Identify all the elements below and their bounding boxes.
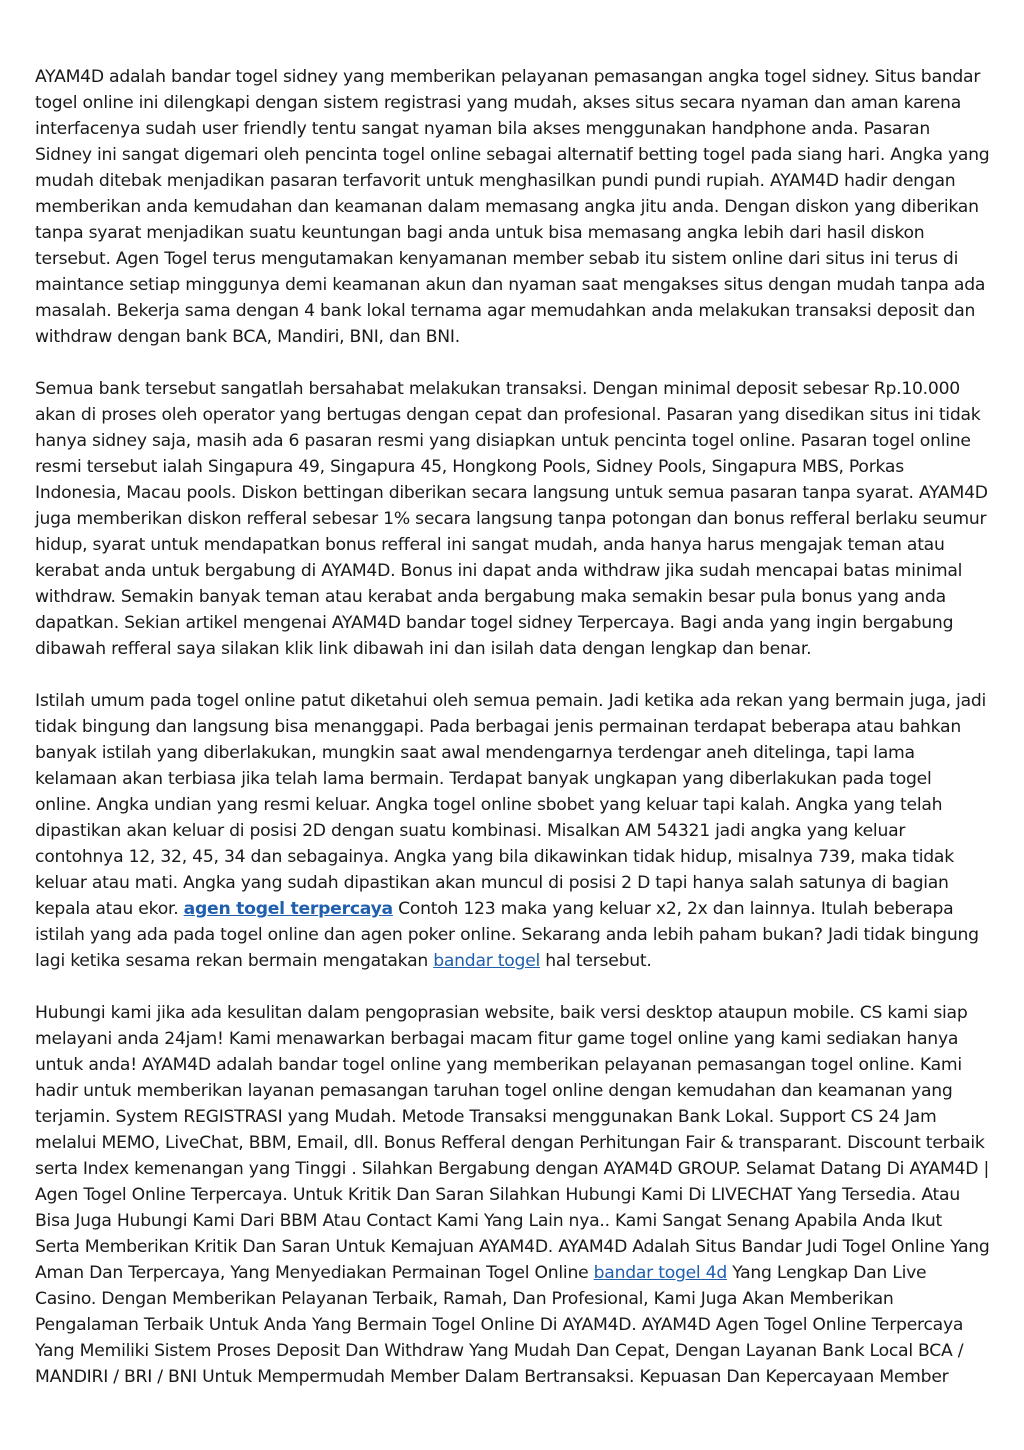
paragraph-1-text: AYAM4D adalah bandar togel sidney yang memberikan pelayanan pemasangan angka togel sidney. Situs bandar togel online ini dilengkapi dengan sistem registrasi yang mudah, akses situs secara nyaman dan aman karena interfacenya sudah user friendly tentu sangat nyaman bila akses menggunakan handphone anda. Pasaran Sidney ini sangat digemari oleh pencinta togel online sebagai alternatif betting togel pada siang hari. Angka yang mudah ditebak menjadikan pasaran terfavorit untuk menghasilkan pundi pundi rupiah. AYAM4D hadir dengan memberikan anda kemudahan dan keamanan dalam memasang angka jitu anda. Dengan diskon yang diberikan tanpa syarat menjadikan suatu keuntungan bagi anda untuk bisa memasang angka lebih dari hasil diskon tersebut. Agen Togel terus mengutamakan kenyamanan member sebab itu sistem online dari situs ini terus di maintance setiap minggunya demi keamanan akun dan nyaman saat mengakses situs dengan mudah tanpa ada masalah. Bekerja sama dengan 4 bank lokal ternama agar memudahkan anda melakukan transaksi deposit dan withdraw dengan bank BCA, Mandiri, BNI, dan BNI. [35,67,990,347]
paragraph-4 [35,1000,990,1390]
paragraph-3-text-middle: Contoh 123 maka yang keluar x2, 2x dan lainnya. Itulah beberapa istilah yang ada pada togel online dan agen poker online. Sekarang anda lebih paham bukan? Jadi tidak bingung lagi ketika sesama rekan bermain mengatakan [35,899,979,971]
paragraph-2 [35,376,990,662]
paragraph-3-text-end: hal tersebut. [540,951,652,971]
paragraph-3-text-start: Istilah umum pada togel online patut diketahui oleh semua pemain. Jadi ketika ada rekan yang bermain juga, jadi tidak bingung dan langsung bisa menanggapi. Pada berbagai jenis permainan terdapat beberapa atau bahkan banyak istilah yang diberlakukan, mungkin saat awal mendengarnya terdengar aneh ditelinga, tapi lama kelamaan akan terbiasa jika telah lama bermain. Terdapat banyak ungkapan yang diberlakukan pada togel online. Angka undian yang resmi keluar. Angka togel online sbobet yang keluar tapi kalah. Angka yang telah dipastikan akan keluar di posisi 2D dengan suatu kombinasi. Misalkan AM 54321 jadi angka yang keluar contohnya 12, 32, 45, 34 dan sebagainya. Angka yang bila dikawinkan tidak hidup, misalnya 739, maka tidak keluar atau mati. Angka yang sudah dipastikan akan muncul di posisi 2 D tapi hanya salah satunya di bagian kepala atau ekor. [35,691,987,919]
bandar-togel-link[interactable]: bandar togel [433,951,541,971]
paragraph-4-text-start: Hubungi kami jika ada kesulitan dalam pengoprasian website, baik versi desktop ataupun mobile. CS kami siap melayani anda 24jam! Kami menawarkan berbagai macam fitur game togel online yang kami sediakan hanya untuk anda! AYAM4D adalah bandar togel online yang memberikan pelayanan pemasangan togel online. Kami hadir untuk memberikan layanan pemasangan taruhan togel online dengan kemudahan dan keamanan yang terjamin. System REGISTRASI yang Mudah. Metode Transaksi menggunakan Bank Lokal. Support CS 24 Jam melalui MEMO, LiveChat, BBM, Email, dll. Bonus Refferal dengan Perhitungan Fair & transparant. Discount terbaik serta Index kemenangan yang Tinggi . Silahkan Bergabung dengan AYAM4D GROUP. Selamat Datang Di AYAM4D | Agen Togel Online Terpercaya. Untuk Kritik Dan Saran Silahkan Hubungi Kami Di LIVECHAT Yang Tersedia. Atau Bisa Juga Hubungi Kami Dari BBM Atau Contact Kami Yang Lain nya.. Kami Sangat Senang Apabila Anda Ikut Serta Memberikan Kritik Dan Saran Untuk Kemajuan AYAM4D. AYAM4D Adalah Situs Bandar Judi Togel Online Yang Aman Dan Terpercaya, Yang Menyediakan Permainan Togel Online [35,1003,990,1283]
paragraph-1 [35,64,990,350]
paragraph-2-text: Semua bank tersebut sangatlah bersahabat melakukan transaksi. Dengan minimal deposit sebesar Rp.10.000 akan di proses oleh operator yang bertugas dengan cepat dan profesional. Pasaran yang disedikan situs ini tidak hanya sidney saja, masih ada 6 pasaran resmi yang disiapkan untuk pencinta togel online. Pasaran togel online resmi tersebut ialah Singapura 49, Singapura 45, Hongkong Pools, Sidney Pools, Singapura MBS, Porkas Indonesia, Macau pools. Diskon bettingan diberikan secara langsung untuk semua pasaran tanpa syarat. AYAM4D juga memberikan diskon refferal sebesar 1% secara langsung tanpa potongan dan bonus refferal berlaku seumur hidup, syarat untuk mendapatkan bonus refferal ini sangat mudah, anda hanya harus mengajak teman atau kerabat anda untuk bergabung di AYAM4D. Bonus ini dapat anda withdraw jika sudah mencapai batas minimal withdraw. Semakin banyak teman atau kerabat anda bergabung maka semakin besar pula bonus yang anda dapatkan. Sekian artikel mengenai AYAM4D bandar togel sidney Terpercaya. Bagi anda yang ingin bergabung dibawah refferal saya silakan klik link dibawah ini dan isilah data dengan lengkap dan benar. [35,379,988,659]
paragraph-3 [35,688,990,974]
agen-togel-terpercaya-link[interactable]: agen togel terpercaya [183,899,393,919]
document-body [35,64,990,1390]
paragraph-4-text-end: Yang Lengkap Dan Live Casino. Dengan Memberikan Pelayanan Terbaik, Ramah, Dan Profesional, Kami Juga Akan Memberikan Pengalaman Terbaik Untuk Anda Yang Bermain Togel Online Di AYAM4D. AYAM4D Agen Togel Online Terpercaya Yang Memiliki Sistem Proses Deposit Dan Withdraw Yang Mudah Dan Cepat, Dengan Layanan Bank Local BCA / MANDIRI / BRI / BNI Untuk Mempermudah Member Dalam Bertransaksi. Kepuasan Dan Kepercayaan Member [35,1263,964,1387]
bandar-togel-4d-link[interactable]: bandar togel 4d [593,1263,728,1283]
